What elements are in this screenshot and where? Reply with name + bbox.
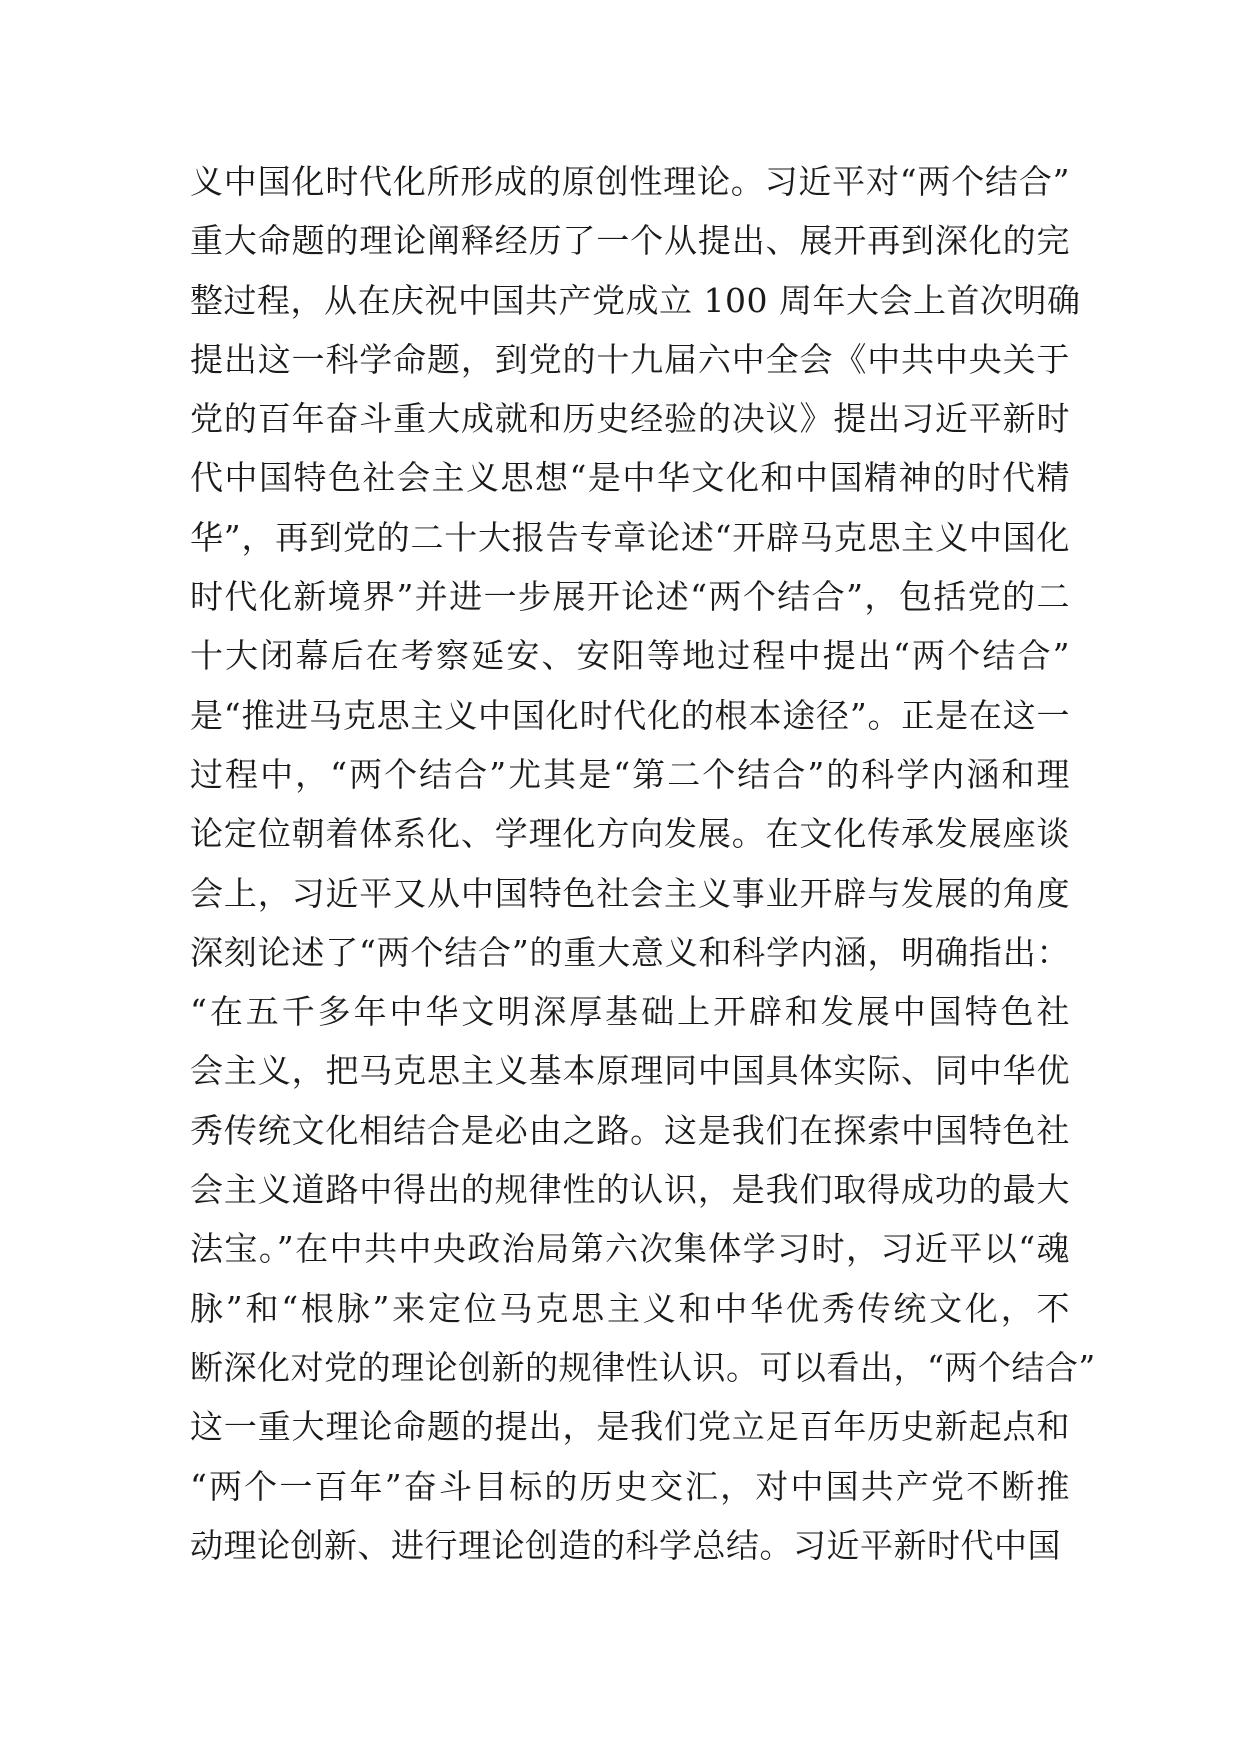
- text-line-3: 整过程，从在庆祝中国共产党成立 100 周年大会上首次明确: [190, 280, 1081, 320]
- body-paragraph: [190, 152, 1096, 1575]
- text-line-21: 断深化对党的理论创新的规律性认识。可以看出，“两个结合”: [190, 1347, 1096, 1387]
- text-line-8: 时代化新境界”并进一步展开论述“两个结合”，包括党的二: [190, 577, 1070, 617]
- text-line-23: “两个一百年”奋斗目标的历史交汇，对中国共产党不断推: [190, 1466, 1070, 1506]
- text-line-11: 过程中，“两个结合”尤其是“第二个结合”的科学内涵和理: [190, 754, 1070, 794]
- text-line-4: 提出这一科学命题，到党的十九届六中全会《中共中央关于: [190, 339, 1070, 379]
- text-line-7: 华”，再到党的二十大报告专章论述“开辟马克思主义中国化: [190, 517, 1070, 557]
- text-line-10: 是“推进马克思主义中国化时代化的根本途径”。正是在这一: [190, 695, 1070, 735]
- text-line-16: 会主义，把马克思主义基本原理同中国具体实际、同中华优: [190, 1051, 1070, 1091]
- text-line-13: 会上，习近平又从中国特色社会主义事业开辟与发展的角度: [190, 873, 1070, 913]
- text-line-15: “在五千多年中华文明深厚基础上开辟和发展中国特色社: [190, 992, 1070, 1032]
- text-line-2: 重大命题的理论阐释经历了一个从提出、展开再到深化的完: [190, 221, 1070, 261]
- text-line-22: 这一重大理论命题的提出，是我们党立足百年历史新起点和: [190, 1407, 1070, 1447]
- text-line-17: 秀传统文化相结合是必由之路。这是我们在探索中国特色社: [190, 1110, 1070, 1150]
- text-line-19: 法宝。”在中共中央政治局第六次集体学习时，习近平以“魂: [190, 1229, 1070, 1269]
- text-line-5: 党的百年奋斗重大成就和历史经验的决议》提出习近平新时: [190, 399, 1070, 439]
- text-line-24: 动理论创新、进行理论创造的科学总结。习近平新时代中国: [190, 1525, 1061, 1565]
- text-line-14: 深刻论述了“两个结合”的重大意义和科学内涵，明确指出：: [190, 932, 1070, 972]
- text-line-12: 论定位朝着体系化、学理化方向发展。在文化传承发展座谈: [190, 814, 1070, 854]
- text-line-9: 十大闭幕后在考察延安、安阳等地过程中提出“两个结合”: [190, 636, 1070, 676]
- text-line-6: 代中国特色社会主义思想“是中华文化和中国精神的时代精: [190, 458, 1070, 498]
- text-line-1: 义中国化时代化所形成的原创性理论。习近平对“两个结合”: [190, 162, 1070, 201]
- text-line-18: 会主义道路中得出的规律性的认识，是我们取得成功的最大: [190, 1170, 1070, 1210]
- text-line-20: 脉”和“根脉”来定位马克思主义和中华优秀传统文化，不: [190, 1288, 1070, 1328]
